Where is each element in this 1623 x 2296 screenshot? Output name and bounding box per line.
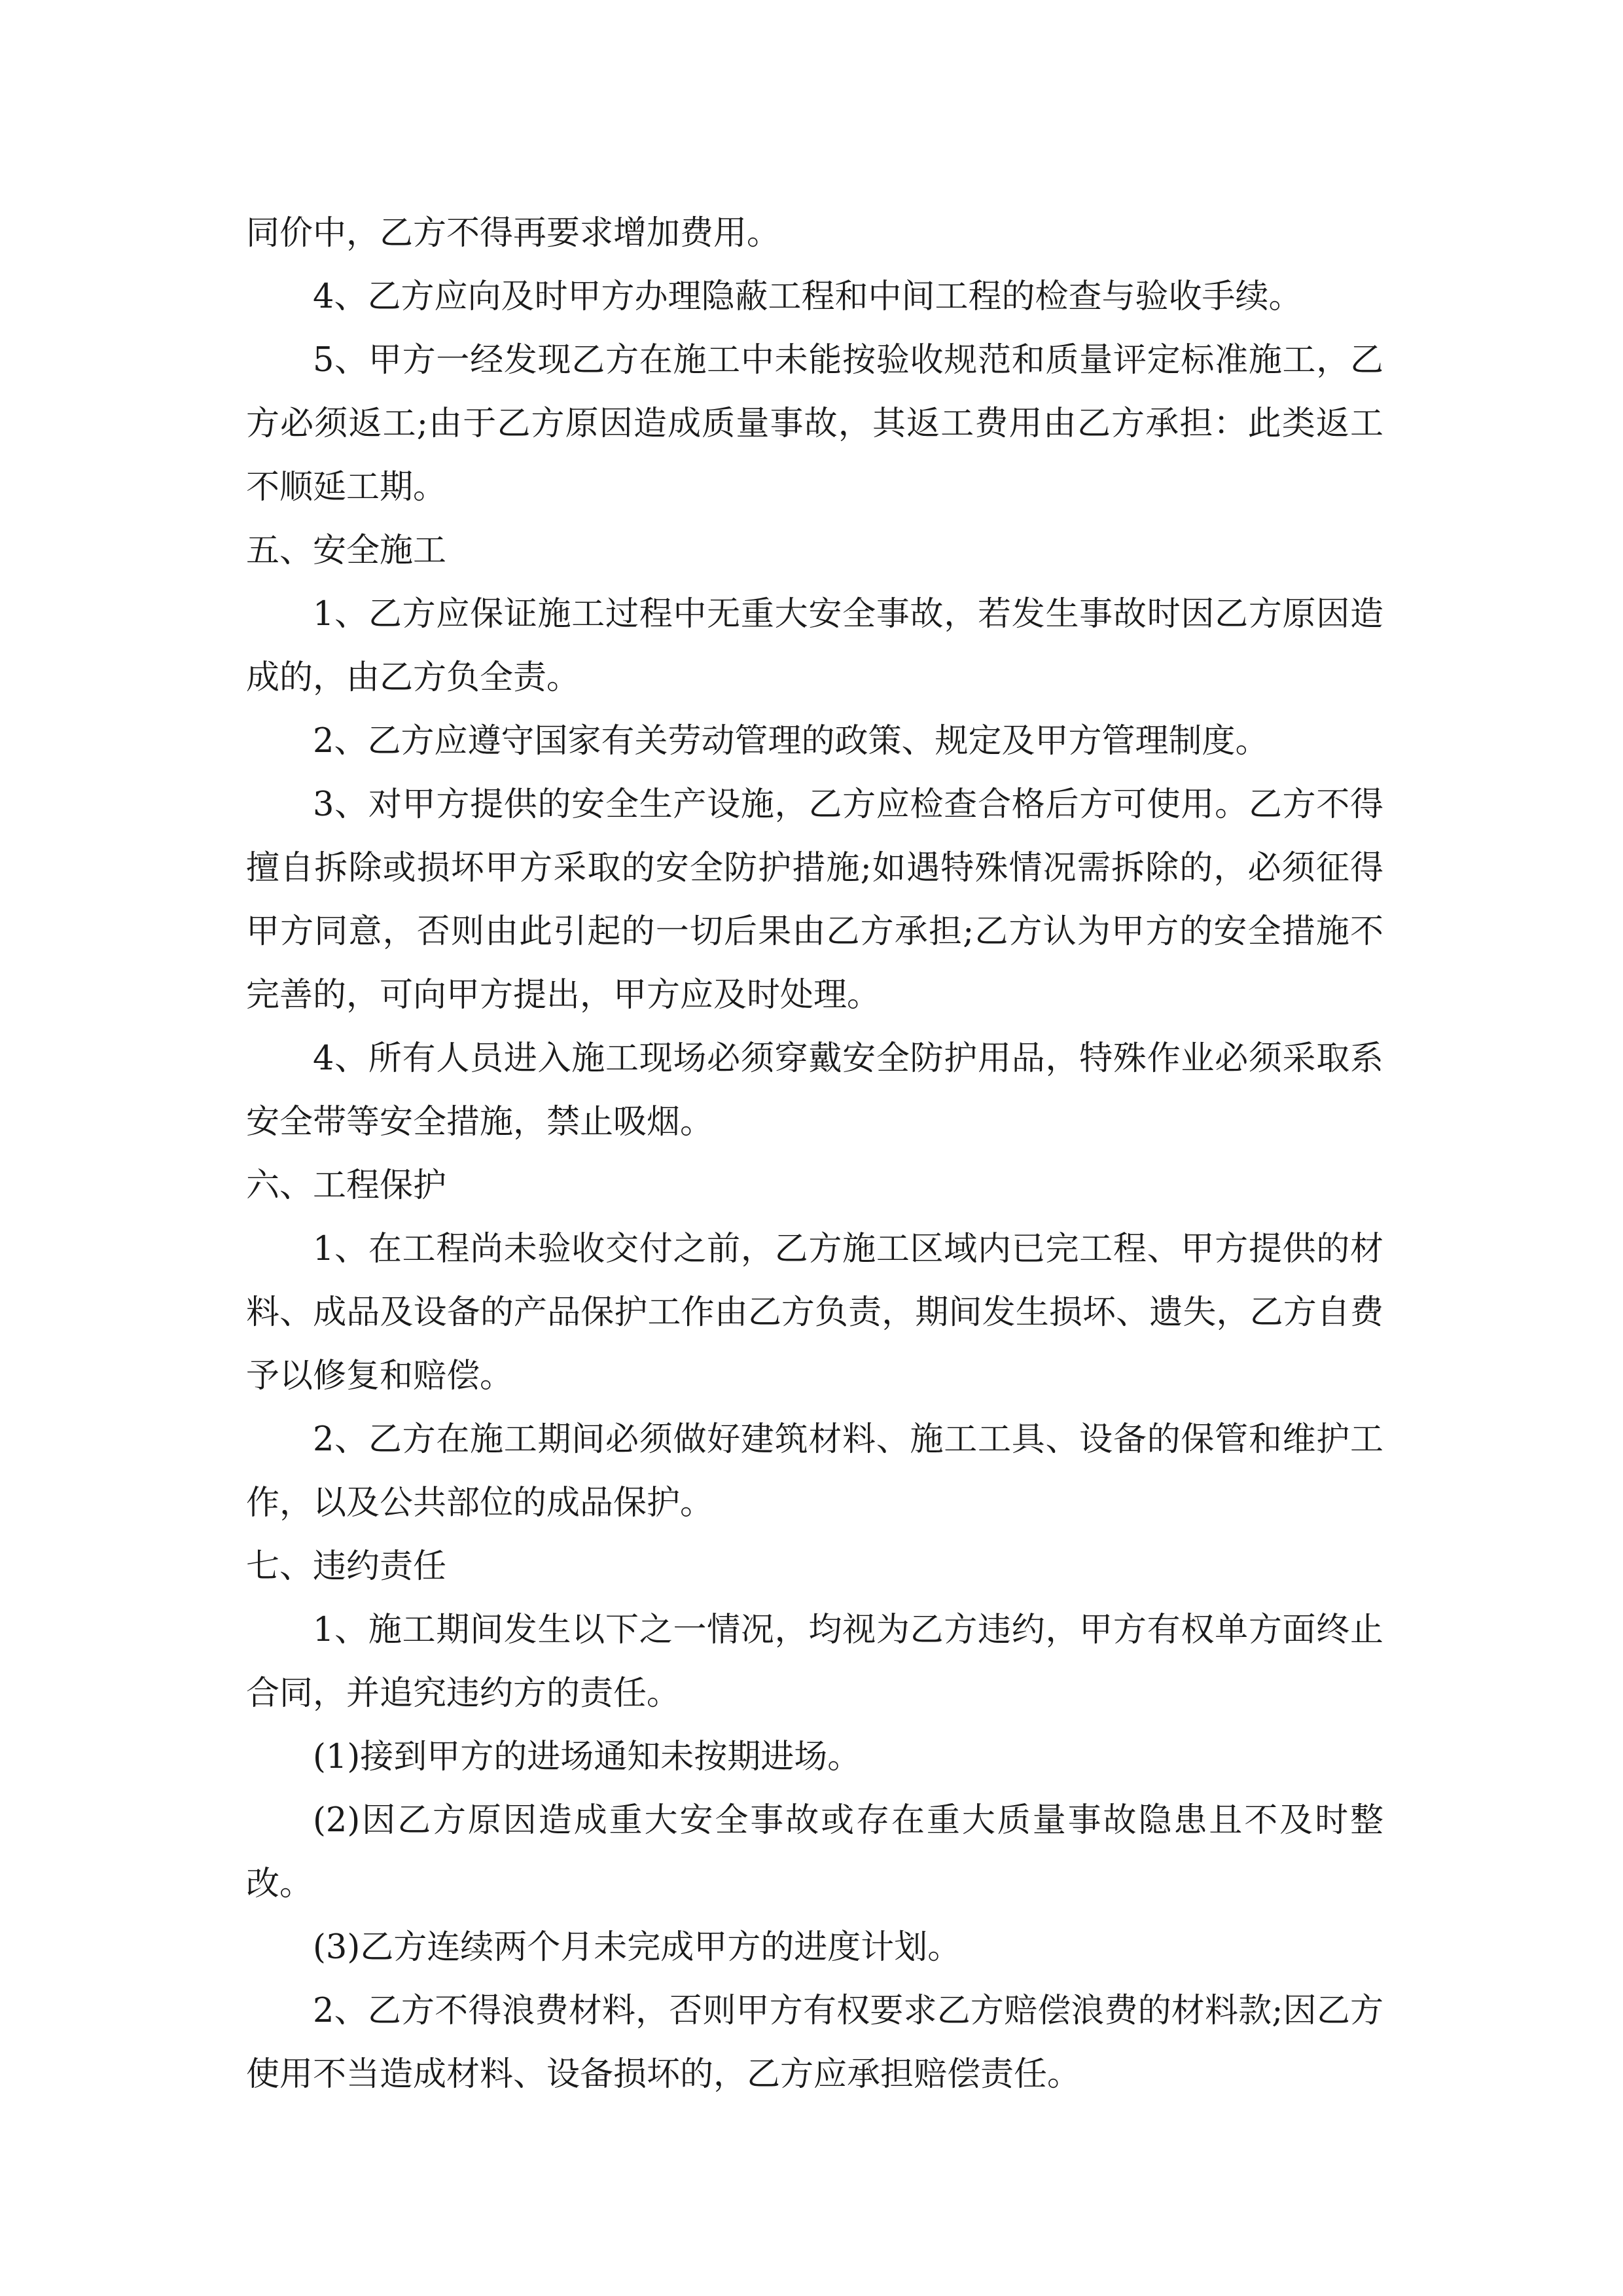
clause-5-3: 3、对甲方提供的安全生产设施，乙方应检查合格后方可使用。乙方不得擅自拆除或损坏甲方采取的安全防护措施;如遇特殊情况需拆除的，必须征得甲方同意，否则由此引起的一切后果由乙方承担;乙方认为甲方的安全措施不完善的，可向甲方提出，甲方应及时处理。 [246,785,1383,1014]
paragraph-continuation: 同价中，乙方不得再要求增加费用。 [246,214,781,253]
clause-6-2: 2、乙方在施工期间必须做好建筑材料、施工工具、设备的保管和维护工作，以及公共部位的成品保护。 [246,1420,1383,1522]
section-heading-protection: 六、工程保护 [246,1166,447,1205]
clause-7-1-item-3: (3)乙方连续两个月未完成甲方的进度计划。 [313,1928,961,1967]
clause-7-2: 2、乙方不得浪费材料，否则甲方有权要求乙方赔偿浪费的材料款;因乙方使用不当造成材料、设备损坏的，乙方应承担赔偿责任。 [246,1992,1383,2094]
clause-4-2: 4、乙方应向及时甲方办理隐蔽工程和中间工程的检查与验收手续。 [313,278,1302,316]
clause-5-4: 4、所有人员进入施工现场必须穿戴安全防护用品，特殊作业必须采取系安全带等安全措施，禁止吸烟。 [246,1039,1383,1141]
clause-5-2: 2、乙方应遵守国家有关劳动管理的政策、规定及甲方管理制度。 [313,722,1269,761]
section-heading-safety: 五、安全施工 [246,531,447,570]
clause-7-1-item-1: (1)接到甲方的进场通知未按期进场。 [313,1738,861,1776]
clause-5-1: 1、乙方应保证施工过程中无重大安全事故，若发生事故时因乙方原因造成的，由乙方负全责。 [246,595,1383,697]
clause-7-1: 1、施工期间发生以下之一情况，均视为乙方违约，甲方有权单方面终止合同，并追究违约方的责任。 [246,1611,1383,1713]
clause-7-1-item-2: (2)因乙方原因造成重大安全事故或存在重大质量事故隐患且不及时整改。 [246,1801,1383,1903]
document-body [246,202,1383,2106]
section-heading-liability: 七、违约责任 [246,1547,447,1586]
clause-6-1: 1、在工程尚未验收交付之前，乙方施工区域内已完工程、甲方提供的材料、成品及设备的产品保护工作由乙方负责，期间发生损坏、遗失，乙方自费予以修复和赔偿。 [246,1230,1383,1395]
clause-4-3: 5、甲方一经发现乙方在施工中未能按验收规范和质量评定标准施工，乙方必须返工;由于乙方原因造成质量事故，其返工费用由乙方承担：此类返工不顺延工期。 [246,341,1383,507]
